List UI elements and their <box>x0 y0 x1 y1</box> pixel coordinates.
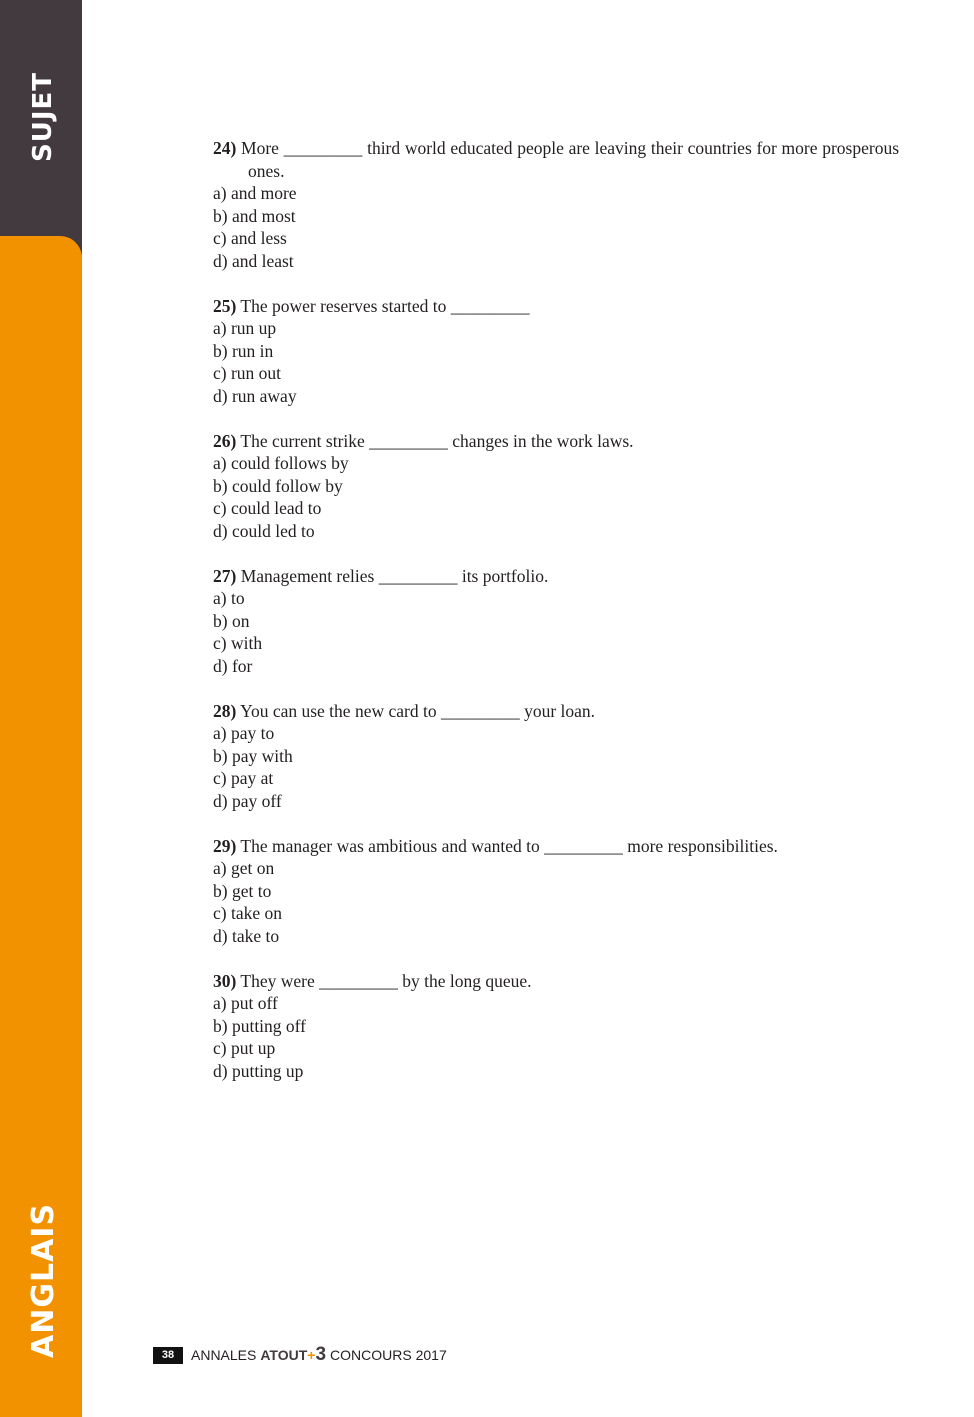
section-label-sujet: SUJET <box>28 71 58 162</box>
question-text: More _________ third world educated people are leaving their countries for more prosperous ones. <box>241 138 900 181</box>
question-25 <box>213 295 899 408</box>
question-stem <box>213 700 899 723</box>
answer-option: b) pay with <box>213 745 293 766</box>
question-number: 27) <box>213 565 237 586</box>
footer-prefix: ANNALES <box>191 1347 257 1363</box>
answer-option: c) take on <box>213 903 282 923</box>
subject-label-anglais: ANGLAIS <box>26 1202 61 1358</box>
answer-option: c) run out <box>213 363 282 383</box>
question-stem <box>213 295 899 318</box>
question-27 <box>213 565 899 678</box>
question-stem <box>213 430 899 453</box>
answer-option: b) on <box>213 610 250 631</box>
answer-option: a) and more <box>213 183 297 203</box>
answer-option: d) pay off <box>213 790 282 811</box>
question-text: The current strike _________ changes in the work laws. <box>240 430 634 451</box>
answer-option: b) get to <box>213 880 272 901</box>
answer-option: b) run in <box>213 340 274 361</box>
answer-option: c) with <box>213 633 263 653</box>
answer-option: c) could lead to <box>213 498 322 518</box>
question-stem <box>213 835 899 858</box>
page-number: 38 <box>153 1347 183 1364</box>
answer-option: d) take to <box>213 925 280 946</box>
answer-option: b) and most <box>213 205 296 226</box>
question-number: 25) <box>213 295 237 316</box>
question-stem <box>213 970 899 993</box>
page-footer <box>153 1346 447 1364</box>
footer-brand <box>260 1344 326 1366</box>
answer-option: a) to <box>213 588 245 608</box>
question-26 <box>213 430 899 543</box>
answer-option: d) and least <box>213 250 294 271</box>
question-30 <box>213 970 899 1083</box>
question-text: The manager was ambitious and wanted to _________ more responsibilities. <box>240 835 778 856</box>
question-29 <box>213 835 899 948</box>
answer-option: a) pay to <box>213 723 275 743</box>
question-number: 24) <box>213 138 237 158</box>
question-stem <box>213 565 899 588</box>
brand-name: ATOUT <box>260 1347 308 1363</box>
answer-option: c) and less <box>213 228 287 248</box>
footer-suffix: CONCOURS 2017 <box>330 1347 447 1363</box>
answer-option: d) run away <box>213 385 297 406</box>
question-list <box>213 137 899 1105</box>
brand-three: 3 <box>315 1344 327 1365</box>
question-text: The power reserves started to _________ <box>240 295 530 316</box>
question-number: 28) <box>213 700 237 721</box>
answer-option: a) run up <box>213 318 277 338</box>
answer-option: b) could follow by <box>213 475 343 496</box>
answer-option: d) for <box>213 655 253 676</box>
answer-option: c) pay at <box>213 768 274 788</box>
question-number: 30) <box>213 970 237 991</box>
answer-option: d) could led to <box>213 520 315 541</box>
question-number: 29) <box>213 835 237 856</box>
question-number: 26) <box>213 430 237 451</box>
answer-option: c) put up <box>213 1038 276 1058</box>
answer-option: a) get on <box>213 858 275 878</box>
answer-option: a) put off <box>213 993 278 1013</box>
brand-plus: + <box>307 1347 316 1363</box>
question-text: You can use the new card to _________ your loan. <box>240 700 596 721</box>
question-stem <box>213 137 899 182</box>
answer-option: d) putting up <box>213 1060 304 1081</box>
question-28 <box>213 700 899 813</box>
answer-option: b) putting off <box>213 1015 307 1036</box>
answer-option: a) could follows by <box>213 453 349 473</box>
question-24 <box>213 137 899 272</box>
question-text: They were _________ by the long queue. <box>240 970 532 991</box>
question-text: Management relies _________ its portfolio. <box>240 565 549 586</box>
